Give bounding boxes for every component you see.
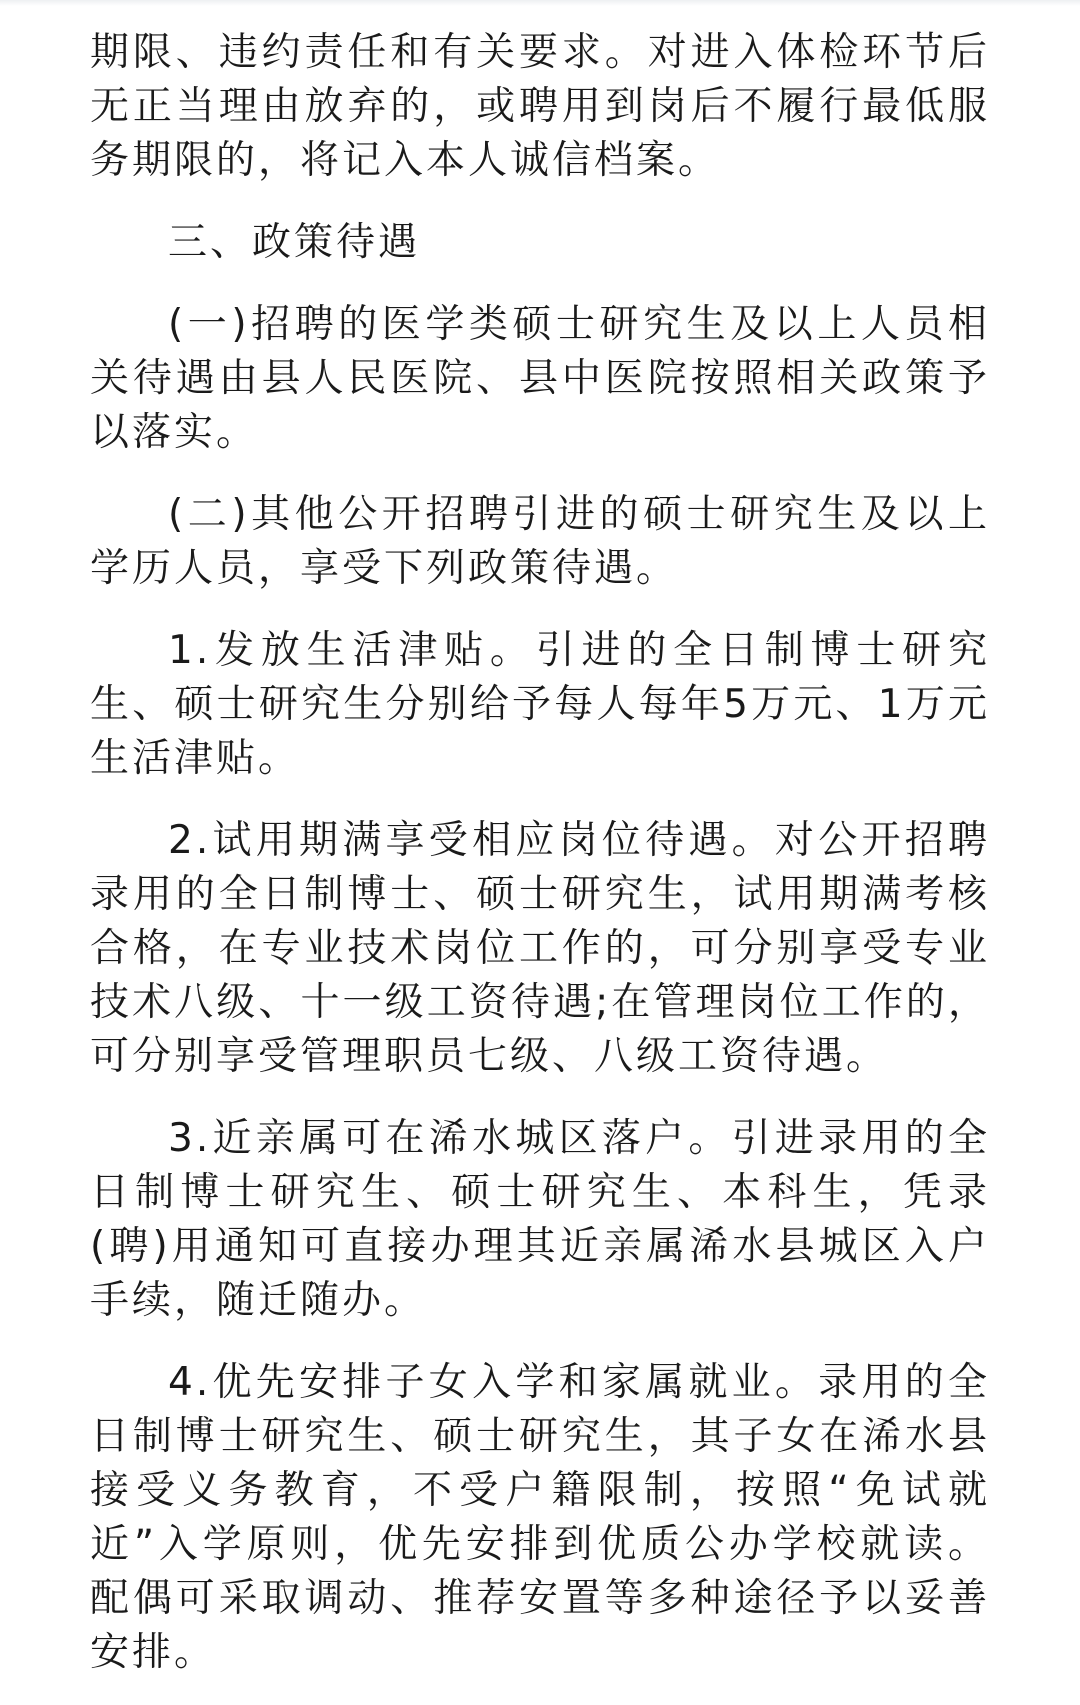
paragraph-obligations: 期限、违约责任和有关要求。对进入体检环节后无正当理由放弃的，或聘用到岗后不履行最低服务期限的，将记入本人诚信档案。 (90, 30, 990, 183)
paragraph-gap (90, 786, 990, 814)
paragraph-gap (90, 460, 990, 488)
paragraph-family-arrangements: 4.优先安排子女入学和家属就业。录用的全日制博士研究生、硕士研究生，其子女在浠水县接受义务教育，不受户籍限制，按照“免试就近”入学原则，优先安排到优质公办学校就读。配偶可采取调动、推荐安置等多种途径予以妥善安排。 (90, 1360, 990, 1675)
article-body (90, 26, 990, 1680)
paragraph-gap (90, 596, 990, 624)
paragraph-gap (90, 1328, 990, 1356)
paragraph-probation-benefits: 2.试用期满享受相应岗位待遇。对公开招聘录用的全日制博士、硕士研究生，试用期满考核合格，在专业技术岗位工作的，可分别享受专业技术八级、十一级工资待遇;在管理岗位工作的，可分别享受管理职员七级、八级工资待遇。 (90, 818, 990, 1079)
paragraph-other-recruits: (二)其他公开招聘引进的硕士研究生及以上学历人员，享受下列政策待遇。 (90, 492, 990, 591)
paragraph-gap (90, 188, 990, 216)
paragraph-gap (90, 1084, 990, 1112)
paragraph-gap (90, 270, 990, 298)
paragraph-household-registration: 3.近亲属可在浠水城区落户。引进录用的全日制博士研究生、硕士研究生、本科生，凭录(聘)用通知可直接办理其近亲属浠水县城区入户手续，随迁随办。 (90, 1116, 990, 1323)
paragraph-living-allowance: 1.发放生活津贴。引进的全日制博士研究生、硕士研究生分别给予每人每年5万元、1万元生活津贴。 (90, 628, 990, 781)
section-heading-policy: 三、政策待遇 (168, 220, 421, 265)
top-edge-shadow (0, 0, 1080, 6)
paragraph-medical-staff: (一)招聘的医学类硕士研究生及以上人员相关待遇由县人民医院、县中医院按照相关政策予以落实。 (90, 302, 990, 455)
